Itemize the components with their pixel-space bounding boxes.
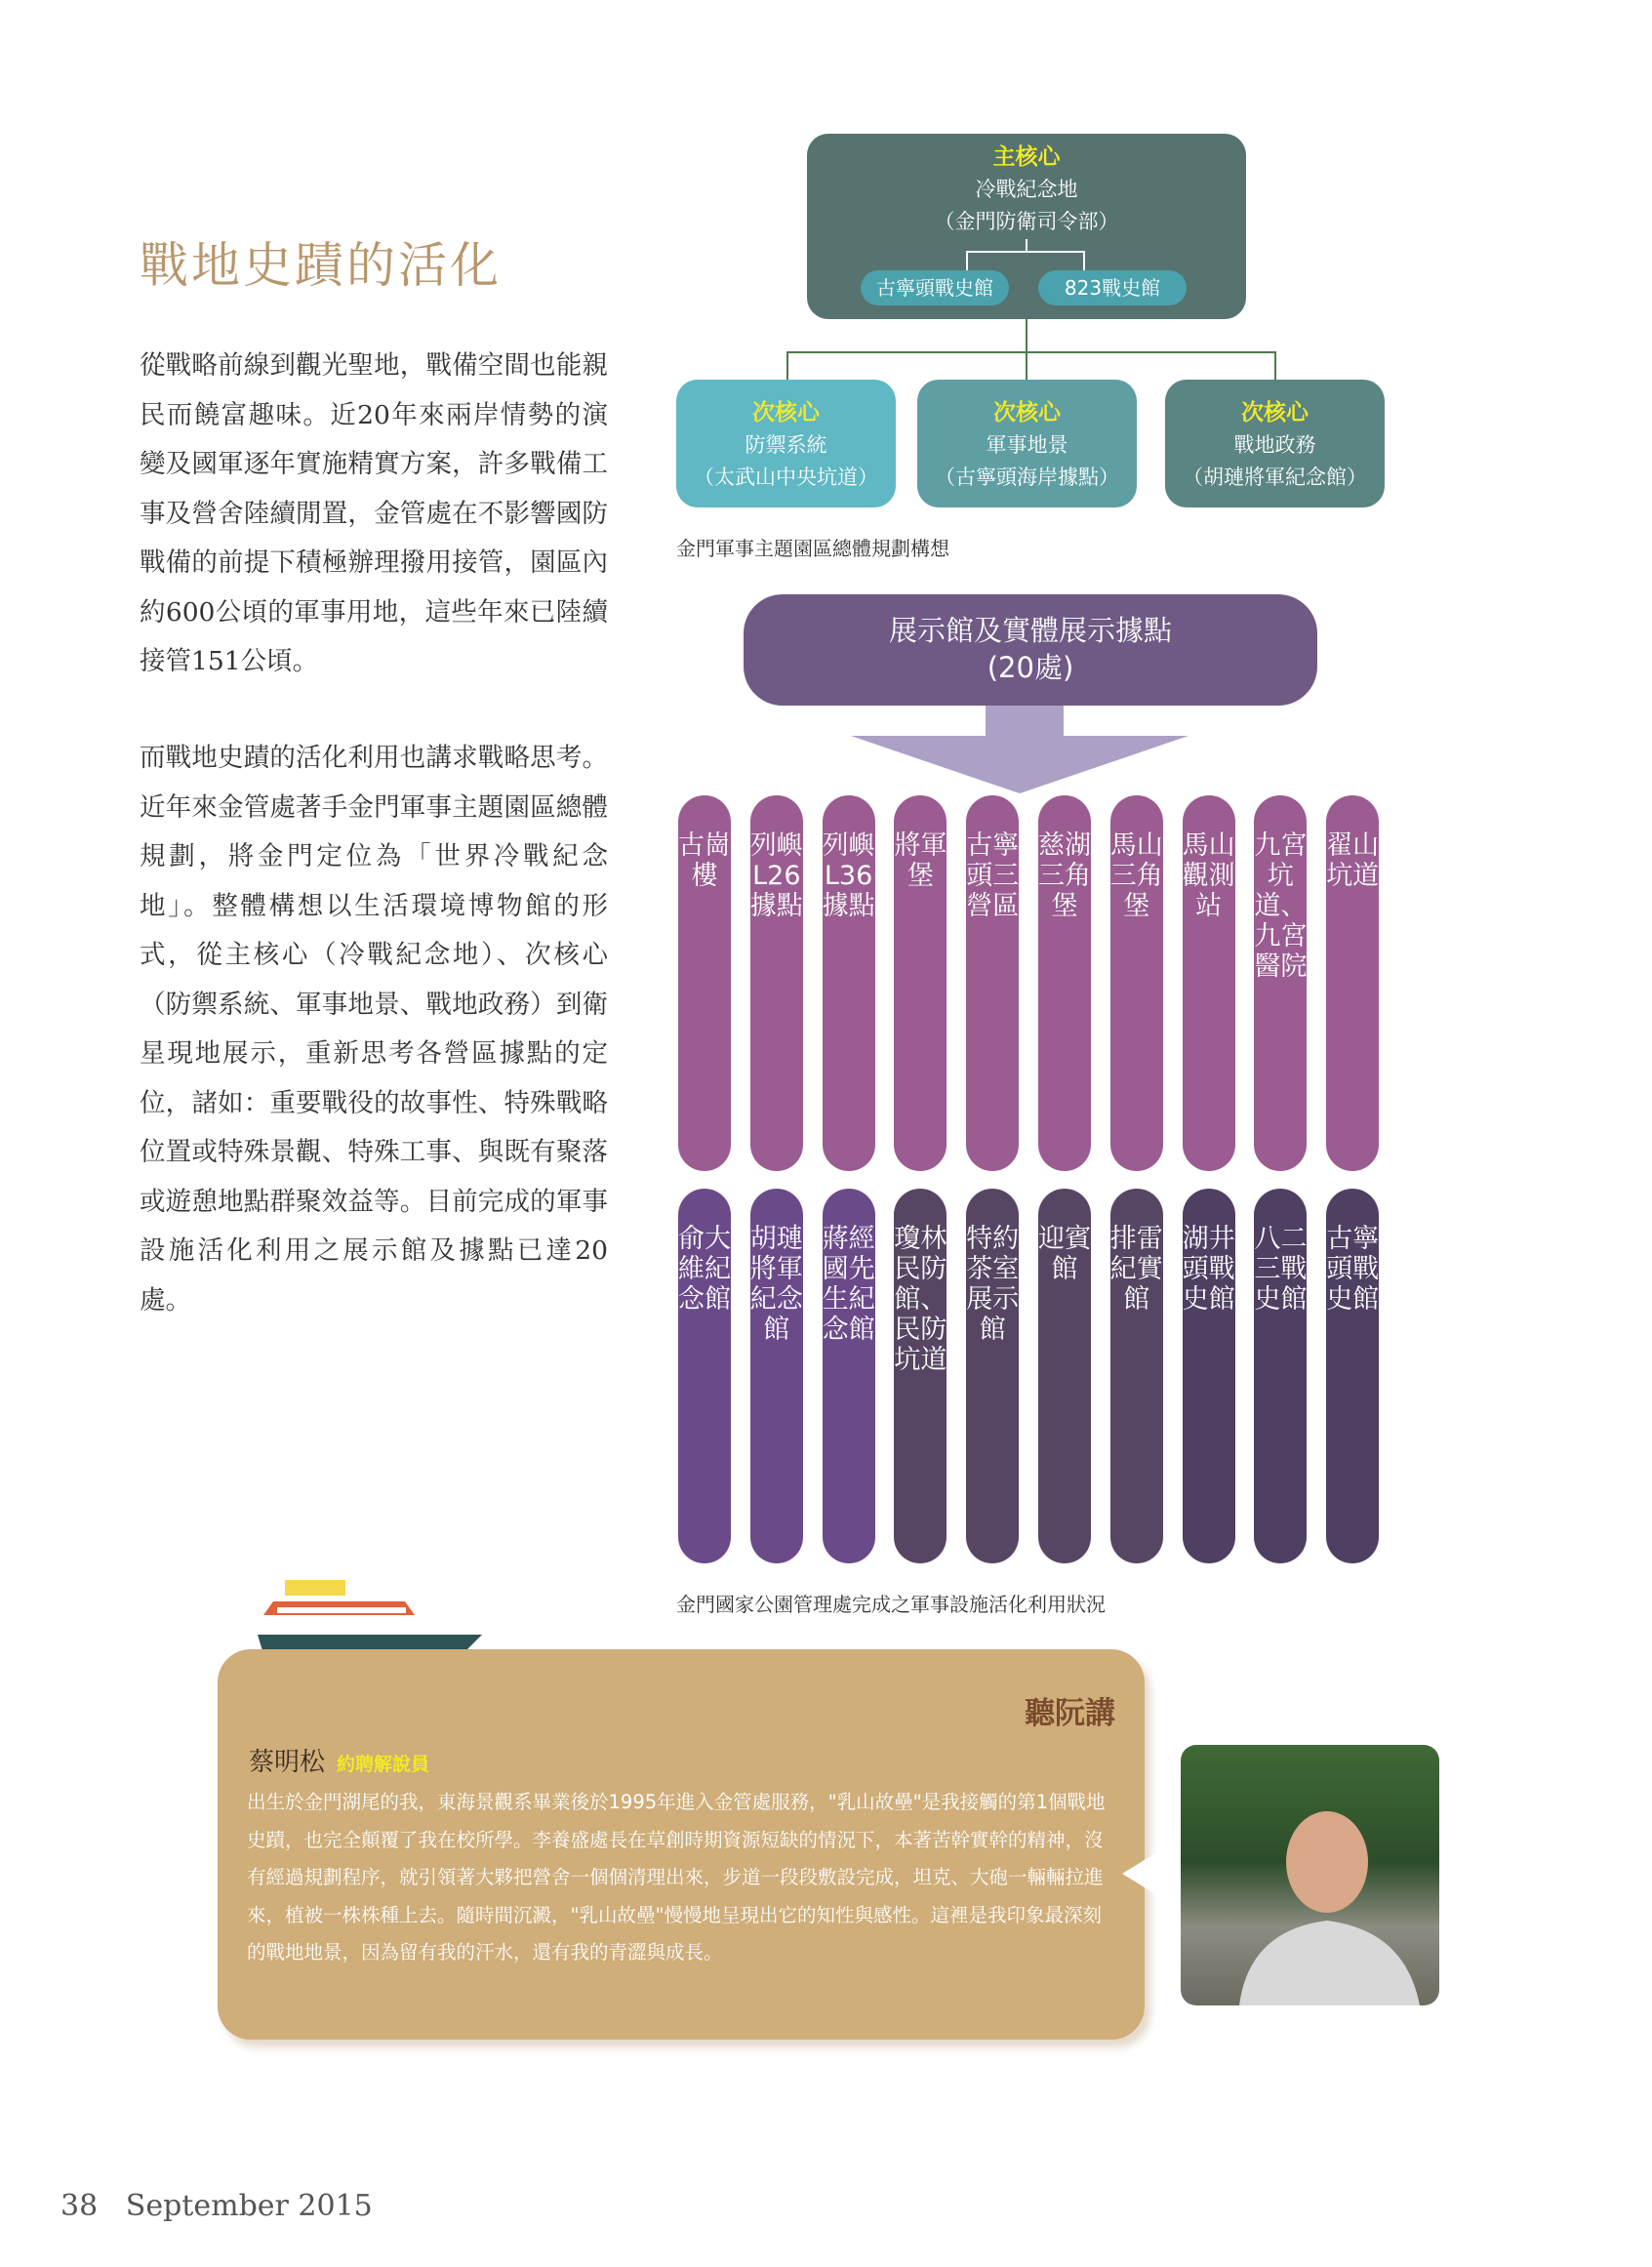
main-core-pill: 古寧頭戰史館 <box>861 270 1009 305</box>
exhibit-site-pill: 八二三戰史館 <box>1254 1189 1307 1563</box>
main-core-pill: 823戰史館 <box>1038 270 1187 305</box>
exhibit-site-pill: 蔣經國先生紀念館 <box>823 1189 875 1563</box>
page-number: 38 <box>60 2189 99 2223</box>
exhibit-site-pill: 古崗樓 <box>678 795 731 1171</box>
down-arrow-icon <box>851 706 1189 793</box>
exhibit-site-pill: 列嶼L36據點 <box>823 795 875 1171</box>
exhibit-site-pill: 九宮坑道、九宮醫院 <box>1254 795 1307 1171</box>
exhibit-site-pill: 瓊林民防館、民防坑道 <box>894 1189 947 1563</box>
article-paragraph: 而戰地史蹟的活化利用也講求戰略思考。近年來金管處著手金門軍事主題園區總體規劃，將金門定位為「世界冷戰紀念地」。整體構想以生活環境博物館的形式，從主核心（冷戰紀念地）、次核心（防禦系統、軍事地景、戰地政務）到衛星現地展示，重新思考各營區據點的定位，諸如：重要戰役的故事性、特殊戰略位置或特殊景觀、特殊工事、與既有聚落或遊憩地點群聚效益等。目前完成的軍事設施活化利用之展示館及據點已達20處。 <box>140 743 608 1316</box>
secondary-core-box <box>676 380 896 507</box>
secondary-core-label: 次核心 <box>993 400 1061 425</box>
exhibit-site-pill: 胡璉將軍紀念館 <box>750 1189 803 1563</box>
quote-box <box>218 1649 1145 2040</box>
page-footer <box>60 2189 373 2223</box>
exhibit-site-pill: 特約茶室展示館 <box>966 1189 1019 1563</box>
secondary-core-sub: （古寧頭海岸據點） <box>935 466 1119 489</box>
secondary-core-box <box>1165 380 1385 507</box>
diagram2-caption: 金門國家公園管理處完成之軍事設施活化利用狀況 <box>676 1593 1106 1616</box>
secondary-core-name: 防禦系統 <box>745 433 827 457</box>
interviewee-name: 蔡明松 <box>249 1748 326 1777</box>
exhibit-site-pill: 慈湖三角堡 <box>1038 795 1091 1171</box>
secondary-core-name: 戰地政務 <box>1233 433 1316 457</box>
exhibit-site-pill: 排雷紀實館 <box>1110 1189 1163 1563</box>
main-core-sub: （金門防衛司令部） <box>934 210 1119 233</box>
diagram1-caption: 金門軍事主題園區總體規劃構想 <box>676 537 949 560</box>
secondary-core-name: 軍事地景 <box>986 433 1068 457</box>
speech-pointer <box>1112 1835 1190 1913</box>
exhibit-header <box>744 594 1317 706</box>
exhibit-site-pill: 馬山觀測站 <box>1183 795 1235 1171</box>
exhibit-site-pill: 馬山三角堡 <box>1110 795 1163 1171</box>
exhibit-site-pill: 古寧頭三營區 <box>966 795 1019 1171</box>
exhibit-site-pill: 俞大維紀念館 <box>678 1189 731 1563</box>
exhibit-count: (20處) <box>987 651 1074 684</box>
exhibit-site-pill: 古寧頭戰史館 <box>1326 1189 1379 1563</box>
exhibit-site-pill: 將軍堡 <box>894 795 947 1171</box>
secondary-core-sub: （太武山中央坑道） <box>694 466 878 489</box>
secondary-core-box <box>917 380 1137 507</box>
quote-body: 出生於金門湖尾的我，東海景觀系畢業後於1995年進入金管處服務，"乳山故壘"是我接觸的第1個戰地史蹟，也完全顛覆了我在校所學。李養盛處長在草創時期資源短缺的情況下，本著苦幹實幹的精神，沒有經過規劃程序，就引領著大夥把營舍一個個清理出來，步道一段段敷設完成，坦克、大砲一輛輛拉進來，植被一株株種上去。隨時間沉澱，"乳山故壘"慢慢地呈現出它的知性與感性。這裡是我印象最深刻的戰地地景，因為留有我的汗水，還有我的青澀與成長。 <box>247 1791 1106 1963</box>
interviewee-photo <box>1181 1745 1439 2005</box>
secondary-core-label: 次核心 <box>752 400 820 425</box>
exhibit-site-pill: 湖井頭戰史館 <box>1183 1189 1235 1563</box>
exhibit-site-pill: 翟山坑道 <box>1326 795 1379 1171</box>
main-core-box <box>807 134 1246 319</box>
secondary-core-label: 次核心 <box>1241 400 1309 425</box>
main-core-label: 主核心 <box>992 144 1061 170</box>
quote-title: 聽阮講 <box>1025 1696 1115 1731</box>
exhibit-site-pill: 迎賓館 <box>1038 1189 1091 1563</box>
interviewee-role: 約聘解說員 <box>337 1754 430 1775</box>
main-core-name: 冷戰紀念地 <box>975 178 1078 201</box>
exhibit-site-pill: 列嶼L26據點 <box>750 795 803 1171</box>
issue-date: September 2015 <box>125 2189 373 2223</box>
article-paragraph: 從戰略前線到觀光聖地，戰備空間也能親民而饒富趣味。近20年來兩岸情勢的演變及國軍逐年實施精實方案，許多戰備工事及營舍陸續閒置，金管處在不影響國防戰備的前提下積極辦理撥用接管，園區內約600公頃的軍事用地，這些年來已陸續接管151公頃。 <box>140 350 608 676</box>
article-title: 戰地史蹟的活化 <box>140 237 502 294</box>
exhibit-header-title: 展示館及實體展示據點 <box>888 614 1172 647</box>
secondary-core-sub: （胡璉將軍紀念館） <box>1183 466 1367 489</box>
